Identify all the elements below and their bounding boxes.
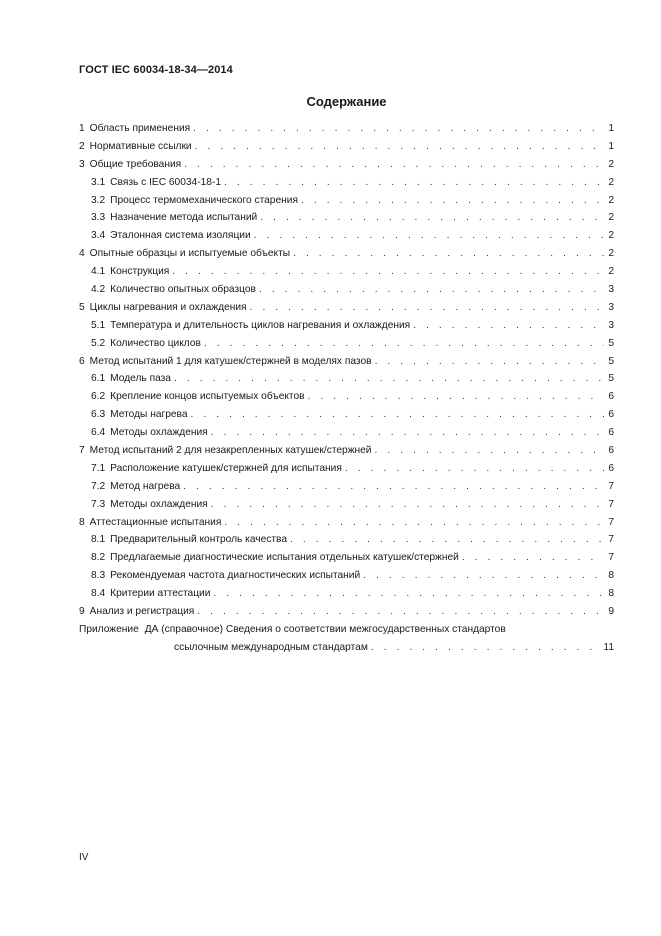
toc-entry-page-number: 6 <box>608 462 614 474</box>
toc-entry-title: Модель паза <box>110 373 171 385</box>
dot-leader <box>193 120 604 138</box>
toc-entry-number: 8.3 <box>91 570 106 582</box>
toc-entry[interactable] <box>79 299 614 317</box>
toc-entry[interactable] <box>79 531 614 549</box>
toc-entry-page-number: 2 <box>608 212 614 224</box>
toc-entry-title: Количество циклов <box>110 337 201 349</box>
dot-leader <box>308 388 604 406</box>
dot-leader <box>301 192 604 210</box>
toc-entry-page-number: 8 <box>608 588 614 600</box>
toc-entry[interactable] <box>79 192 614 210</box>
toc-entry-title: Метод нагрева <box>110 480 181 492</box>
toc-entry[interactable] <box>79 603 614 621</box>
toc-entry-page-number: 5 <box>608 337 614 349</box>
toc-entry-page-number: 6 <box>608 409 614 421</box>
toc-entry[interactable] <box>79 478 614 496</box>
dot-leader <box>211 496 604 514</box>
toc-entry-title: Конструкция <box>110 266 170 278</box>
toc-entry-page-number: 3 <box>608 301 614 313</box>
dot-leader <box>371 639 602 657</box>
dot-leader <box>224 174 604 192</box>
toc-entry[interactable] <box>79 585 614 603</box>
toc-entry-page-number: 2 <box>608 266 614 278</box>
toc-entry-number: 9 <box>79 606 85 618</box>
toc-entry-page-number: 3 <box>608 284 614 296</box>
toc-entry[interactable] <box>79 120 614 138</box>
toc-entry-number: 6.3 <box>91 409 106 421</box>
toc-entry-title: Опытные образцы и испытуемые объекты <box>89 248 291 260</box>
toc-appendix-line2[interactable] <box>79 639 614 657</box>
toc-entry-page-number: 6 <box>608 445 614 457</box>
toc-entry[interactable] <box>79 174 614 192</box>
toc-entry[interactable] <box>79 353 614 371</box>
toc-entry[interactable] <box>79 567 614 585</box>
toc-entry-page-number: 6 <box>608 391 614 403</box>
dot-leader <box>197 603 604 621</box>
toc-entry[interactable] <box>79 156 614 174</box>
toc-entry[interactable] <box>79 496 614 514</box>
dot-leader <box>183 478 604 496</box>
dot-leader <box>375 442 605 460</box>
toc-entry-page-number: 7 <box>608 516 614 528</box>
dot-leader <box>462 549 604 567</box>
toc-entry-title: Метод испытаний 2 для незакрепленных катушек/стержней <box>89 445 372 457</box>
toc-entry-page-number: 2 <box>608 248 614 260</box>
dot-leader <box>204 335 604 353</box>
dot-leader <box>345 460 604 478</box>
toc-entry-title: Циклы нагревания и охлаждения <box>89 301 247 313</box>
toc-entry-page-number: 6 <box>608 427 614 439</box>
toc-entry-title: Процесс термомеханического старения <box>110 194 298 206</box>
dot-leader <box>195 138 604 156</box>
toc-entry[interactable] <box>79 549 614 567</box>
toc-entry-number: 3.3 <box>91 212 106 224</box>
toc-entry[interactable] <box>79 209 614 227</box>
toc-entry-page-number: 7 <box>608 534 614 546</box>
toc-entry-number: 5 <box>79 301 85 313</box>
dot-leader <box>213 585 604 603</box>
toc-entry-title: Количество опытных образцов <box>110 284 256 296</box>
toc-entry-number: 3.2 <box>91 194 106 206</box>
dot-leader <box>184 156 604 174</box>
toc-entry-number: 6.1 <box>91 373 106 385</box>
toc-entry-number: 6.2 <box>91 391 106 403</box>
toc-entry-title: Методы охлаждения <box>110 498 208 510</box>
toc-entry-number: 5.1 <box>91 319 106 331</box>
toc-entry-number: 1 <box>79 123 85 134</box>
dot-leader <box>375 353 604 371</box>
toc-entry-page-number: 7 <box>608 480 614 492</box>
toc-entry-title: Критерии аттестации <box>110 588 211 600</box>
toc-entries <box>79 120 614 621</box>
toc-entry-number: 5.2 <box>91 337 106 349</box>
dot-leader <box>293 245 604 263</box>
toc-entry-title: Эталонная система изоляции <box>110 230 251 242</box>
toc-entry[interactable] <box>79 317 614 335</box>
toc-entry-title: Анализ и регистрация <box>89 606 195 618</box>
toc-entry[interactable] <box>79 245 614 263</box>
toc-entry-title: Расположение катушек/стержней для испытания <box>110 462 342 474</box>
dot-leader <box>224 514 604 532</box>
toc-entry-page-number: 2 <box>608 158 614 170</box>
dot-leader <box>260 209 604 227</box>
toc-entry[interactable] <box>79 424 614 442</box>
toc-entry-title: Назначение метода испытаний <box>110 212 258 224</box>
toc-entry-number: 8.2 <box>91 552 106 564</box>
toc-entry-title: Область применения <box>89 123 191 134</box>
dot-leader <box>250 299 604 317</box>
toc-entry[interactable] <box>79 281 614 299</box>
toc-entry[interactable] <box>79 138 614 156</box>
appendix-page-number: 11 <box>603 641 614 653</box>
toc-entry-number: 8.1 <box>91 534 106 546</box>
toc-entry-number: 6.4 <box>91 427 106 439</box>
toc-entry-page-number: 1 <box>608 140 614 152</box>
dot-leader <box>211 424 604 442</box>
toc-entry-page-number: 9 <box>608 606 614 618</box>
toc-entry-number: 4.1 <box>91 266 106 278</box>
toc-entry-title: Методы охлаждения <box>110 427 208 439</box>
toc-entry-page-number: 7 <box>608 552 614 564</box>
toc-entry-title: Предлагаемые диагностические испытания отдельных катушек/стержней <box>110 552 459 564</box>
toc-entry-number: 2 <box>79 140 85 152</box>
toc-entry[interactable] <box>79 406 614 424</box>
toc-entry-number: 7.2 <box>91 480 106 492</box>
appendix-title-line1: ДА (справочное) Сведения о соответствии межгосударственных стандартов <box>144 623 506 635</box>
toc-entry-page-number: 5 <box>608 373 614 385</box>
dot-leader <box>174 370 604 388</box>
toc-entry-number: 6 <box>79 355 85 367</box>
toc-entry[interactable] <box>79 442 614 460</box>
dot-leader <box>254 227 604 245</box>
toc-entry-title: Общие требования <box>89 158 182 170</box>
dot-leader <box>290 531 604 549</box>
toc-entry-number: 4.2 <box>91 284 106 296</box>
toc-entry-number: 3 <box>79 158 85 170</box>
toc-entry-page-number: 2 <box>608 176 614 188</box>
toc-entry-number: 3.1 <box>91 176 106 188</box>
dot-leader <box>413 317 604 335</box>
toc-entry-number: 7.3 <box>91 498 106 510</box>
toc-entry-page-number: 3 <box>608 319 614 331</box>
toc-entry[interactable] <box>79 388 614 406</box>
toc-entry-page-number: 1 <box>608 123 614 134</box>
dot-leader <box>363 567 604 585</box>
toc-entry-page-number: 8 <box>608 570 614 582</box>
toc-entry-title: Метод испытаний 1 для катушек/стержней в моделях пазов <box>89 355 372 367</box>
toc-entry[interactable] <box>79 460 614 478</box>
toc-entry-number: 7.1 <box>91 462 106 474</box>
toc-entry[interactable] <box>79 370 614 388</box>
toc-entry-title: Нормативные ссылки <box>89 140 192 152</box>
dot-leader <box>172 263 604 281</box>
toc-entry-title: Рекомендуемая частота диагностических испытаний <box>110 570 361 582</box>
toc-entry-title: Связь с IEC 60034-18-1 <box>110 176 222 188</box>
toc-entry[interactable] <box>79 514 614 532</box>
toc-entry-title: Температура и длительность циклов нагревания и охлаждения <box>110 319 411 331</box>
toc-entry[interactable] <box>79 227 614 245</box>
toc-entry-number: 8 <box>79 516 85 528</box>
document-header: ГОСТ IEC 60034-18-34—2014 <box>79 64 233 76</box>
toc-entry[interactable] <box>79 263 614 281</box>
toc-entry-number: 7 <box>79 445 85 457</box>
table-of-contents <box>79 120 614 657</box>
toc-entry-number: 4 <box>79 248 85 260</box>
dot-leader <box>259 281 604 299</box>
toc-entry-title: Крепление концов испытуемых объектов <box>110 391 305 403</box>
toc-entry-page-number: 5 <box>608 355 614 367</box>
toc-entry-page-number: 2 <box>608 194 614 206</box>
toc-entry[interactable] <box>79 335 614 353</box>
dot-leader <box>191 406 605 424</box>
toc-entry-page-number: 7 <box>608 498 614 510</box>
toc-appendix-line1[interactable] <box>79 621 614 639</box>
page-number-footer: IV <box>79 852 89 863</box>
toc-entry-title: Методы нагрева <box>110 409 188 421</box>
toc-entry-number: 8.4 <box>91 588 106 600</box>
toc-entry-title: Предварительный контроль качества <box>110 534 288 546</box>
appendix-title-line2: ссылочным международным стандартам <box>174 641 368 653</box>
toc-entry-page-number: 2 <box>608 230 614 242</box>
page-title: Содержание <box>306 94 387 109</box>
appendix-label: Приложение <box>79 623 139 635</box>
toc-entry-number: 3.4 <box>91 230 106 242</box>
toc-entry-title: Аттестационные испытания <box>89 516 222 528</box>
